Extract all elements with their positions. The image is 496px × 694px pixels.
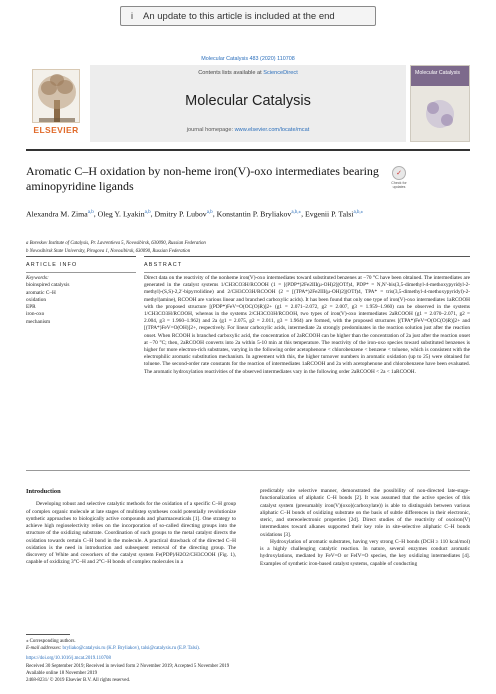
keyword: bioinspired catalysis [26,282,70,289]
affiliation-a: a Boreskov Institute of Catalysis, Pr. Lavrentieva 5, Novosibirsk, 630090, Russian Federation [26,241,206,246]
intro-column-left [26,488,236,567]
author-affiliation-mark[interactable]: a,b [206,210,213,215]
homepage-line [90,127,406,133]
author-affiliation-mark[interactable]: a,b [144,210,151,215]
affiliations [26,240,466,255]
author-affiliation-mark[interactable]: a,b,⁎ [291,210,302,215]
abstract-end-rule [26,470,470,471]
email-links[interactable]: bryliako@catalysis.ru (K.P. Bryliakov), talsi@catalysis.ru (E.P. Talsi). [62,646,200,652]
affiliation-b: b Novosibirsk State University, Pirogova 1, Novosibirsk, 630090, Russian Federation [26,248,191,254]
footnote-rule [26,634,70,635]
contents-line [90,70,406,76]
email-label: E-mail addresses: [26,646,63,652]
journal-masthead [26,65,470,142]
keyword: mechanism [26,318,51,325]
keyword: aromatic C–H [26,289,56,296]
update-banner[interactable] [120,6,376,26]
sciencedirect-link[interactable]: ScienceDirect [263,70,298,76]
update-banner-text: An update to this article is included at the end [143,10,335,22]
author-name[interactable]: Alexandra M. Zima [26,209,88,219]
check-for-updates-label: Check for updates [391,181,407,189]
intro-column-right [260,488,470,568]
info-icon: i [131,11,133,21]
check-for-updates-icon: ✓ [392,166,406,180]
cover-band [411,66,469,86]
journal-reference[interactable]: Molecular Catalysis 483 (2020) 110708 [201,56,295,62]
author-name[interactable]: Evgenii P. Talsi [304,209,354,219]
intro-paragraph: predictably site selective manner, demonstrated the possibility of non-directed late-stage-functionalization of aliphatic C–H bonds [2]. It was assumed that the active species of this catalyst system (presumably iron(V)(oxo)(carboxylate)) is able to distinguish between various aliphatic C–H bonds of oxidizing substrate on the basis of subtle differences in their electronic, steric, and stereoelectronic properties [2d]. Direct studies of the reactivity of oxoiron(V) intermediates toward alkanes supported their key role in site-selective aliphatic C–H bonds oxidations [3]. [260,488,470,538]
keywords-block [26,275,136,326]
doi-link[interactable]: https://doi.org/10.1016/j.mcat.2019.110708 [26,656,111,662]
keyword: oxidation [26,296,47,303]
journal-title: Molecular Catalysis [185,93,311,109]
received-dates: Received 30 September 2019; Received in revised form 2 November 2019; Accepted 5 November 2019 [26,663,230,669]
cover-art-icon [411,86,469,141]
masthead-rule [26,149,470,151]
masthead-center [90,65,406,142]
article-info-subrule [26,272,136,273]
journal-cover [410,65,470,142]
author-list: Alexandra M. Zima$^{a,b}$, Oleg Y. Lyakin$^{a,b}$, Dmitry P. Lubov$^{a,b}$, Konstantin P. Bryliakov$^{a,b,⁎}$, Evgenii P. Talsi$^{a,b,⁎}$ [26,209,364,219]
author-affiliation-mark[interactable]: a,b,⁎ [353,210,364,215]
abstract-subrule [144,272,470,273]
corresponding-note: ⁎ Corresponding authors. [26,639,76,644]
online-date: Available online 18 November 2019 [26,670,98,676]
homepage-prefix: journal homepage: [186,127,235,133]
abstract-rule [144,256,470,257]
elsevier-logo[interactable] [26,65,86,137]
author-name[interactable]: Konstantin P. Bryliakov [216,209,292,219]
email-line [26,645,466,652]
article-info-rule [26,256,136,257]
intro-paragraph: Hydroxylation of aromatic substrates, having very strong C–H bonds (DCH ≥ 110 kcal/mol) is a highly challenging catalytic reaction. In nature, several enzymes conduct aromatic hydroxylations, mediated by FeV=O or FeIV=O species, the key oxidizing intermediates [4]. Examples of synthetic iron-based catalyst systems, capable of conducting [260,538,470,567]
check-for-updates-button[interactable] [388,166,410,192]
author-affiliation-mark[interactable]: a,b [87,210,94,215]
author-name[interactable]: Dmitry P. Lubov [154,209,207,219]
article-title: Aromatic C–H oxidation by non-heme iron(V)-oxo intermediates bearing aminopyridine ligands [26,164,379,193]
intro-paragraph: Developing robust and selective catalytic methods for the oxidation of a specific C–H group of complex organic molecule at late stages of multistep syntheses could potentially revolutionize synthetic approaches to biologically active compounds and pharmaceuticals [1]. One strategy to achieve high regioselectivity relies on the incorporation of so-called directing groups into the structure of the oxidizing substrate. Coordination of such groups to the metal catalyst directs the oxidation towards certain C–H bond in the molecule. A practical drawback of the directed C–H oxidation is the need in introduction and subsequent removal of the directing group. The discovery of White and coworkers of the catalyst system Fe(PDP)/H2O2/CH3COOH (Fig. 1), capable of oxidizing 3°C–H and 2°C–H bonds of complex molecules in a [26,501,236,566]
abstract-heading: ABSTRACT [144,262,183,268]
keyword: EPR [26,304,36,311]
elsevier-tree-icon [32,69,80,123]
abstract-text: Direct data on the reactivity of the nonheme iron(V)-oxo intermediates toward substituted benzenes at −70 °C have been obtained. The intermediates are generated in the catalyst systems 1/CH3CO3H/RCOOH (1 = [(PDP*)2Fe2III(μ-OH)2](OTf)4, PDP* = N,N′-bis(3,5-dimethyl-4-methoxypyridyl-2-methyl)-(S,S)-2,2′-bipyrrolidine) and 2/CH3CO3H/RCOOH (2 = [(TPA*)2Fe2III(μ-OH)2](OTf)4, TPA* = tris(3,5-dimethyl-4-methoxypyridyl)-2-methyl)amine), RCOOH are various linear and branched carboxylic acids). It has been found that only one type of iron(V)-oxo intermediates 1aRCOOH with the proposed structure [(PDP*)FeV=O(OC(O)R)]2+ (g1 = 2.071–2.072, g2 = 2.007, g3 = 1.959–1.960) can be observed in the systems 1/CH3CO3H/RCOOH, whereas in the systems 2/CH3CO3H/RCOOH, two types of iron(V)-oxo intermediates 2aRCOOH (g1 = 2.070–2.071, g2 = 2.004, g3 = 1.960–1.962) and 2a (g1 = 2.075, g2 = 2.011, g3 = 1.964) are formed, with the proposed structures [(TPA*)FeV=O(OC(O)R)]2+ and [(TPA*)FeV=O(OH)]2+, respectively. For linear carboxylic acids, intermediate 2a strongly predominates in the reaction solution just after the reaction onset. When RCOOH is branched carboxylic acid, the concentration of 2aRCOOH can be higher than the concentration of 2a just after the reaction onset at −70 °C; then, 2aRCOOH converts into 2a within 5-10 min at this temperature. The reactivity of the iron-oxo species toward substituted benzenes is higher for more electron-rich substrates, varying in the following order acetophenone < chlorobenzene < benzene < toluene, which is consistent with the electrophilic aromatic substitution mechanism. In agreement with this, the higher turnover numbers in aromatic oxidation (up to 25) were obtained for toluene. The second-order rate constants for the reaction of intermediates 1aRCOOH and 2a with acetophenone and chlorobenzene have been evaluated. The aromatic hydroxylation reactivities of the observed intermediates vary in the following order 2aRCOOH < 2a < 1aRCOOH. [144,275,470,375]
introduction-heading: Introduction [26,488,61,495]
author-name[interactable]: Oleg Y. Lyakin [97,209,145,219]
article-info-heading: ARTICLE INFO [26,262,78,268]
footnotes [26,638,466,684]
elsevier-wordmark: ELSEVIER [33,125,79,135]
keywords-label: Keywords: [26,275,49,281]
copyright-line: 2468-8231/ © 2019 Elsevier B.V. All rights reserved. [26,678,131,684]
keyword: iron-oxo [26,311,45,318]
contents-prefix: Contents lists available at [198,70,264,76]
homepage-link[interactable]: www.elsevier.com/locate/mcat [234,127,310,133]
cover-title: Molecular Catalysis [415,70,460,76]
